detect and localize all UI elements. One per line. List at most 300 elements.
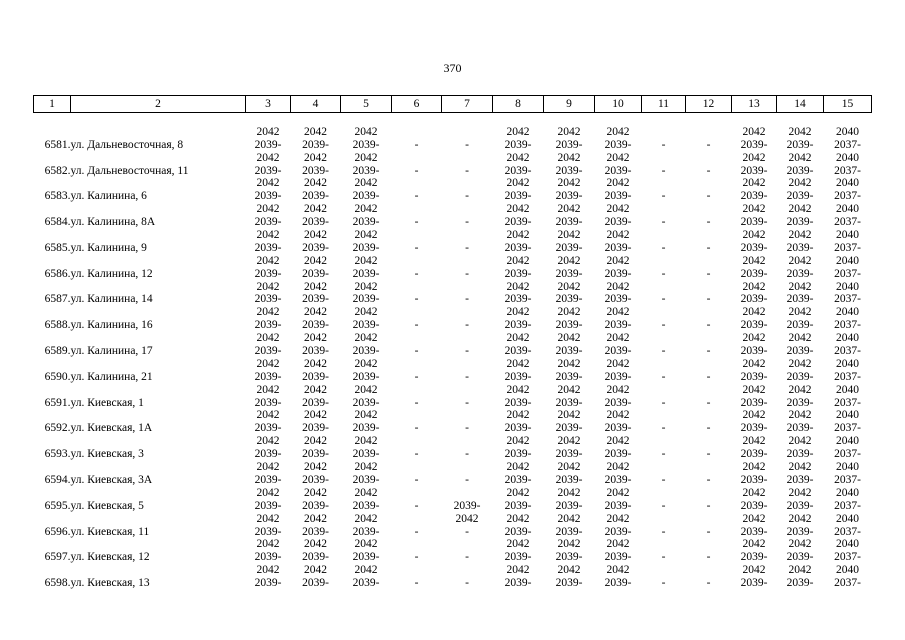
value-end: 2042 (256, 409, 280, 422)
value-cell (642, 293, 686, 319)
value-cell (493, 268, 544, 294)
value-start: 2039- (302, 525, 329, 538)
value-cell (732, 448, 777, 474)
table-row (34, 551, 872, 577)
value-end: 2042 (788, 177, 812, 190)
value-cell (595, 371, 642, 397)
value-start: 2039- (504, 164, 532, 177)
value-start: 2039- (254, 370, 282, 383)
value-cell (246, 190, 291, 216)
value-cell (777, 422, 824, 448)
value-start: 2039- (555, 345, 583, 358)
value-cell (442, 190, 493, 216)
value-start: - (414, 396, 419, 409)
value-end: 2042 (742, 512, 766, 525)
value-end: 2042 (506, 125, 530, 138)
row-address: ул. Киевская, 11 (70, 525, 150, 538)
value-end (686, 255, 732, 268)
value-start: 2039- (786, 345, 814, 358)
value-start: 2039- (555, 448, 583, 461)
value-cell (493, 345, 544, 371)
row-number: 6587. (44, 293, 71, 306)
value-end (686, 384, 732, 397)
value-start: 2039- (786, 577, 814, 590)
value-start: 2037- (834, 267, 861, 280)
value-end: 2042 (557, 125, 581, 138)
table-row (34, 139, 872, 165)
value-end: 2042 (506, 229, 530, 242)
value-cell (777, 577, 824, 603)
value-end (392, 332, 442, 345)
value-end (777, 590, 824, 603)
value-end: 2042 (304, 177, 327, 190)
value-end: 2040 (836, 512, 859, 525)
value-start: - (706, 396, 711, 409)
value-cell (493, 526, 544, 552)
value-start: 2037- (834, 422, 861, 435)
value-start: 2039- (604, 267, 632, 280)
value-end (642, 306, 686, 319)
value-start: 2039- (740, 138, 768, 151)
value-cell (642, 113, 686, 139)
value-end (686, 538, 732, 551)
value-start: 2039- (352, 551, 380, 564)
value-start: 2039- (302, 577, 329, 590)
table-row (34, 422, 872, 448)
value-start: 2039- (302, 345, 329, 358)
value-end (686, 513, 732, 526)
table-row (34, 474, 872, 500)
value-end: 2042 (788, 254, 812, 267)
value-end: 2042 (304, 280, 327, 293)
value-start: 2039- (555, 190, 583, 203)
value-cell (493, 371, 544, 397)
value-start: 2039- (504, 396, 532, 409)
value-start: 2039- (352, 241, 380, 254)
row-address (71, 113, 246, 139)
table-body (34, 113, 872, 603)
value-start: 2039- (555, 293, 583, 306)
value-start: 2039- (604, 499, 632, 512)
value-start: 2039- (254, 396, 282, 409)
value-cell (824, 293, 872, 319)
value-cell (392, 139, 442, 165)
value-end (442, 177, 493, 190)
value-start: 2039- (352, 345, 380, 358)
value-end: 2040 (836, 486, 859, 499)
value-cell (544, 113, 595, 139)
value-start: 2039- (555, 473, 583, 486)
value-end: 2042 (506, 486, 530, 499)
value-start: 2039- (604, 138, 632, 151)
value-end: 2042 (506, 357, 530, 370)
value-start: 2039- (302, 138, 329, 151)
table-row (34, 371, 872, 397)
row-number: 6592. (44, 422, 71, 435)
value-cell (493, 165, 544, 191)
value-end: 2042 (557, 512, 581, 525)
value-cell (442, 577, 493, 603)
value-start: 2039- (604, 396, 632, 409)
value-start: 2039- (555, 370, 583, 383)
value-cell (442, 139, 493, 165)
value-end: 2040 (836, 435, 859, 448)
value-cell (341, 345, 392, 371)
value-start: 2039- (740, 319, 768, 332)
value-cell (777, 526, 824, 552)
table-row (34, 577, 872, 603)
value-end (392, 177, 442, 190)
row-address: ул. Киевская, 1 (70, 396, 144, 409)
value-start: 2037- (834, 396, 861, 409)
value-end: 2042 (506, 383, 530, 396)
value-start (824, 113, 872, 126)
value-start: 2039- (302, 551, 329, 564)
value-cell (544, 371, 595, 397)
value-cell (291, 319, 341, 345)
column-header: 8 (493, 96, 544, 113)
value-start: - (414, 577, 419, 590)
value-cell (732, 526, 777, 552)
value-cell (544, 190, 595, 216)
value-end: 2042 (788, 435, 812, 448)
row-number: 6598. (44, 577, 71, 590)
value-start: 2039- (302, 293, 329, 306)
column-header: 15 (824, 96, 872, 113)
value-start: 2037- (834, 241, 861, 254)
value-cell (341, 526, 392, 552)
value-end: 2042 (256, 151, 280, 164)
value-start (642, 113, 686, 126)
value-start: - (465, 319, 469, 332)
value-start: - (414, 241, 419, 254)
value-start: 2039- (352, 448, 380, 461)
value-end (341, 590, 392, 603)
value-cell (291, 448, 341, 474)
value-cell (291, 216, 341, 242)
value-start: 2039- (555, 551, 583, 564)
value-cell (686, 345, 732, 371)
value-cell (341, 577, 392, 603)
table-row (34, 293, 872, 319)
value-end (392, 538, 442, 551)
value-cell (642, 397, 686, 423)
value-end (442, 358, 493, 371)
value-cell (595, 319, 642, 345)
value-start: - (661, 525, 666, 538)
value-cell (824, 190, 872, 216)
value-cell (824, 474, 872, 500)
value-cell (595, 500, 642, 526)
column-header: 12 (686, 96, 732, 113)
value-end: 2042 (506, 512, 530, 525)
value-end: 2042 (606, 332, 630, 345)
value-end: 2042 (304, 512, 327, 525)
value-end: 2042 (506, 151, 530, 164)
value-cell (392, 293, 442, 319)
value-cell (544, 422, 595, 448)
value-start: 2039- (740, 293, 768, 306)
row-number: 6593. (44, 448, 71, 461)
table-row (34, 448, 872, 474)
value-cell (291, 113, 341, 139)
table-row (34, 242, 872, 268)
value-end: 2042 (557, 177, 581, 190)
value-start: - (414, 293, 419, 306)
value-cell (442, 500, 493, 526)
value-cell (732, 371, 777, 397)
value-cell (392, 577, 442, 603)
value-cell (246, 448, 291, 474)
value-start: 2037- (834, 370, 861, 383)
value-end (442, 126, 493, 139)
value-end: 2042 (354, 435, 378, 448)
value-cell (642, 500, 686, 526)
value-end: 2042 (506, 306, 530, 319)
value-cell (686, 293, 732, 319)
value-start: 2039- (786, 370, 814, 383)
value-start: - (414, 448, 419, 461)
value-start: 2037- (834, 473, 861, 486)
value-cell (392, 268, 442, 294)
schedule-table (33, 95, 872, 603)
value-cell (493, 139, 544, 165)
value-start (544, 113, 595, 126)
value-cell (442, 242, 493, 268)
value-cell (341, 165, 392, 191)
value-cell (686, 577, 732, 603)
value-start: 2039- (352, 370, 380, 383)
value-end: 2042 (354, 229, 378, 242)
value-end: 2042 (557, 203, 581, 216)
value-start: 2039- (302, 190, 329, 203)
value-end: 2040 (836, 538, 859, 551)
value-cell (595, 551, 642, 577)
value-end: 2042 (606, 306, 630, 319)
row-address: ул. Калинина, 16 (70, 319, 153, 332)
value-cell (544, 500, 595, 526)
value-cell (291, 397, 341, 423)
table-row (34, 165, 872, 191)
value-start: - (661, 370, 666, 383)
value-start: 2039- (555, 396, 583, 409)
value-cell (686, 551, 732, 577)
value-cell (824, 397, 872, 423)
value-cell (642, 345, 686, 371)
value-end (291, 590, 341, 603)
value-start: 2039- (786, 216, 814, 229)
value-end: 2042 (557, 486, 581, 499)
value-end (392, 590, 442, 603)
value-cell (544, 448, 595, 474)
value-cell (824, 319, 872, 345)
value-end: 2042 (304, 409, 327, 422)
value-end (642, 203, 686, 216)
value-cell (442, 293, 493, 319)
value-end: 2042 (742, 254, 766, 267)
value-end (642, 409, 686, 422)
value-start: 2037- (834, 138, 861, 151)
value-end: 2042 (788, 306, 812, 319)
value-start: - (661, 396, 666, 409)
value-cell (291, 293, 341, 319)
value-end (642, 358, 686, 371)
value-cell (291, 526, 341, 552)
row-address: ул. Калинина, 21 (70, 370, 153, 383)
value-cell (246, 474, 291, 500)
value-cell (777, 474, 824, 500)
value-end: 2042 (606, 280, 630, 293)
value-end: 2040 (836, 151, 859, 164)
value-start: 2037- (834, 164, 861, 177)
value-cell (824, 242, 872, 268)
value-cell (686, 319, 732, 345)
value-cell (392, 190, 442, 216)
value-start: - (465, 164, 469, 177)
value-start: - (414, 370, 419, 383)
value-cell (246, 165, 291, 191)
value-cell (442, 268, 493, 294)
value-end: 2040 (836, 254, 859, 267)
value-start: 2039- (555, 216, 583, 229)
value-cell (544, 165, 595, 191)
value-end: 2042 (304, 332, 327, 345)
value-cell (291, 500, 341, 526)
value-start: - (706, 525, 711, 538)
value-cell (824, 577, 872, 603)
value-start: - (414, 216, 419, 229)
value-start: - (465, 138, 469, 151)
value-end: 2042 (506, 280, 530, 293)
value-start: - (661, 499, 666, 512)
value-end: 2042 (788, 512, 812, 525)
value-start: 2039- (604, 370, 632, 383)
value-end: 2042 (606, 409, 630, 422)
table-row (34, 345, 872, 371)
column-header: 5 (341, 96, 392, 113)
value-cell (642, 242, 686, 268)
value-start: - (414, 422, 419, 435)
value-cell (824, 216, 872, 242)
value-cell (493, 474, 544, 500)
value-cell (595, 345, 642, 371)
value-end: 2042 (304, 357, 327, 370)
value-cell (246, 345, 291, 371)
column-header: 9 (544, 96, 595, 113)
row-number: 6583. (44, 190, 71, 203)
value-start: - (414, 473, 419, 486)
value-start: 2039- (740, 422, 768, 435)
value-end: 2042 (606, 125, 630, 138)
value-end: 2042 (354, 383, 378, 396)
value-start: 2037- (834, 448, 861, 461)
value-cell (392, 551, 442, 577)
value-end: 2040 (836, 461, 859, 474)
value-cell (493, 242, 544, 268)
value-cell (291, 268, 341, 294)
value-cell (642, 448, 686, 474)
value-end: 2042 (606, 203, 630, 216)
value-start: 2039- (352, 499, 380, 512)
value-start: 2039- (740, 473, 768, 486)
value-start: 2039- (254, 525, 282, 538)
value-end (642, 281, 686, 294)
value-end (392, 152, 442, 165)
value-start: 2039- (504, 190, 532, 203)
value-start: 2039- (504, 422, 532, 435)
value-cell (544, 577, 595, 603)
value-end: 2042 (506, 177, 530, 190)
value-cell (824, 139, 872, 165)
value-start: - (414, 319, 419, 332)
column-header: 6 (392, 96, 442, 113)
value-start: - (465, 293, 469, 306)
value-start: 2039- (352, 473, 380, 486)
value-start (732, 113, 777, 126)
value-start: - (661, 267, 666, 280)
row-number: 6595. (44, 499, 71, 512)
value-start: - (414, 525, 419, 538)
value-cell (544, 242, 595, 268)
row-number: 6597. (44, 551, 71, 564)
value-end: 2042 (354, 332, 378, 345)
value-end (493, 590, 544, 603)
value-end: 2042 (506, 538, 530, 551)
value-start: 2039- (555, 525, 583, 538)
value-end: 2042 (354, 254, 378, 267)
value-end (442, 461, 493, 474)
value-end (392, 203, 442, 216)
value-end (686, 306, 732, 319)
value-cell (392, 242, 442, 268)
value-start: 2039- (302, 396, 329, 409)
value-cell (341, 319, 392, 345)
value-start: 2039- (352, 164, 380, 177)
value-cell (341, 371, 392, 397)
value-cell (291, 242, 341, 268)
value-cell (686, 190, 732, 216)
value-start: - (706, 216, 711, 229)
value-cell (341, 113, 392, 139)
value-cell (291, 371, 341, 397)
value-cell (732, 577, 777, 603)
value-end: 2042 (304, 306, 327, 319)
value-start: - (706, 293, 711, 306)
value-start: 2039- (254, 164, 282, 177)
value-end (392, 487, 442, 500)
value-cell (732, 293, 777, 319)
value-end: 2042 (506, 332, 530, 345)
value-end: 2042 (742, 125, 766, 138)
value-cell (642, 165, 686, 191)
value-end (392, 229, 442, 242)
value-start: 2039- (302, 164, 329, 177)
value-start: 2039- (302, 370, 329, 383)
value-start: 2039- (740, 370, 768, 383)
value-start: 2039- (604, 551, 632, 564)
value-start: - (414, 267, 419, 280)
value-start: 2039- (504, 216, 532, 229)
value-start: 2039- (352, 422, 380, 435)
value-cell (442, 345, 493, 371)
value-start: 2039- (254, 216, 282, 229)
value-cell (392, 474, 442, 500)
value-end (442, 203, 493, 216)
value-cell (392, 422, 442, 448)
value-cell (686, 422, 732, 448)
value-cell (777, 448, 824, 474)
value-cell (686, 139, 732, 165)
